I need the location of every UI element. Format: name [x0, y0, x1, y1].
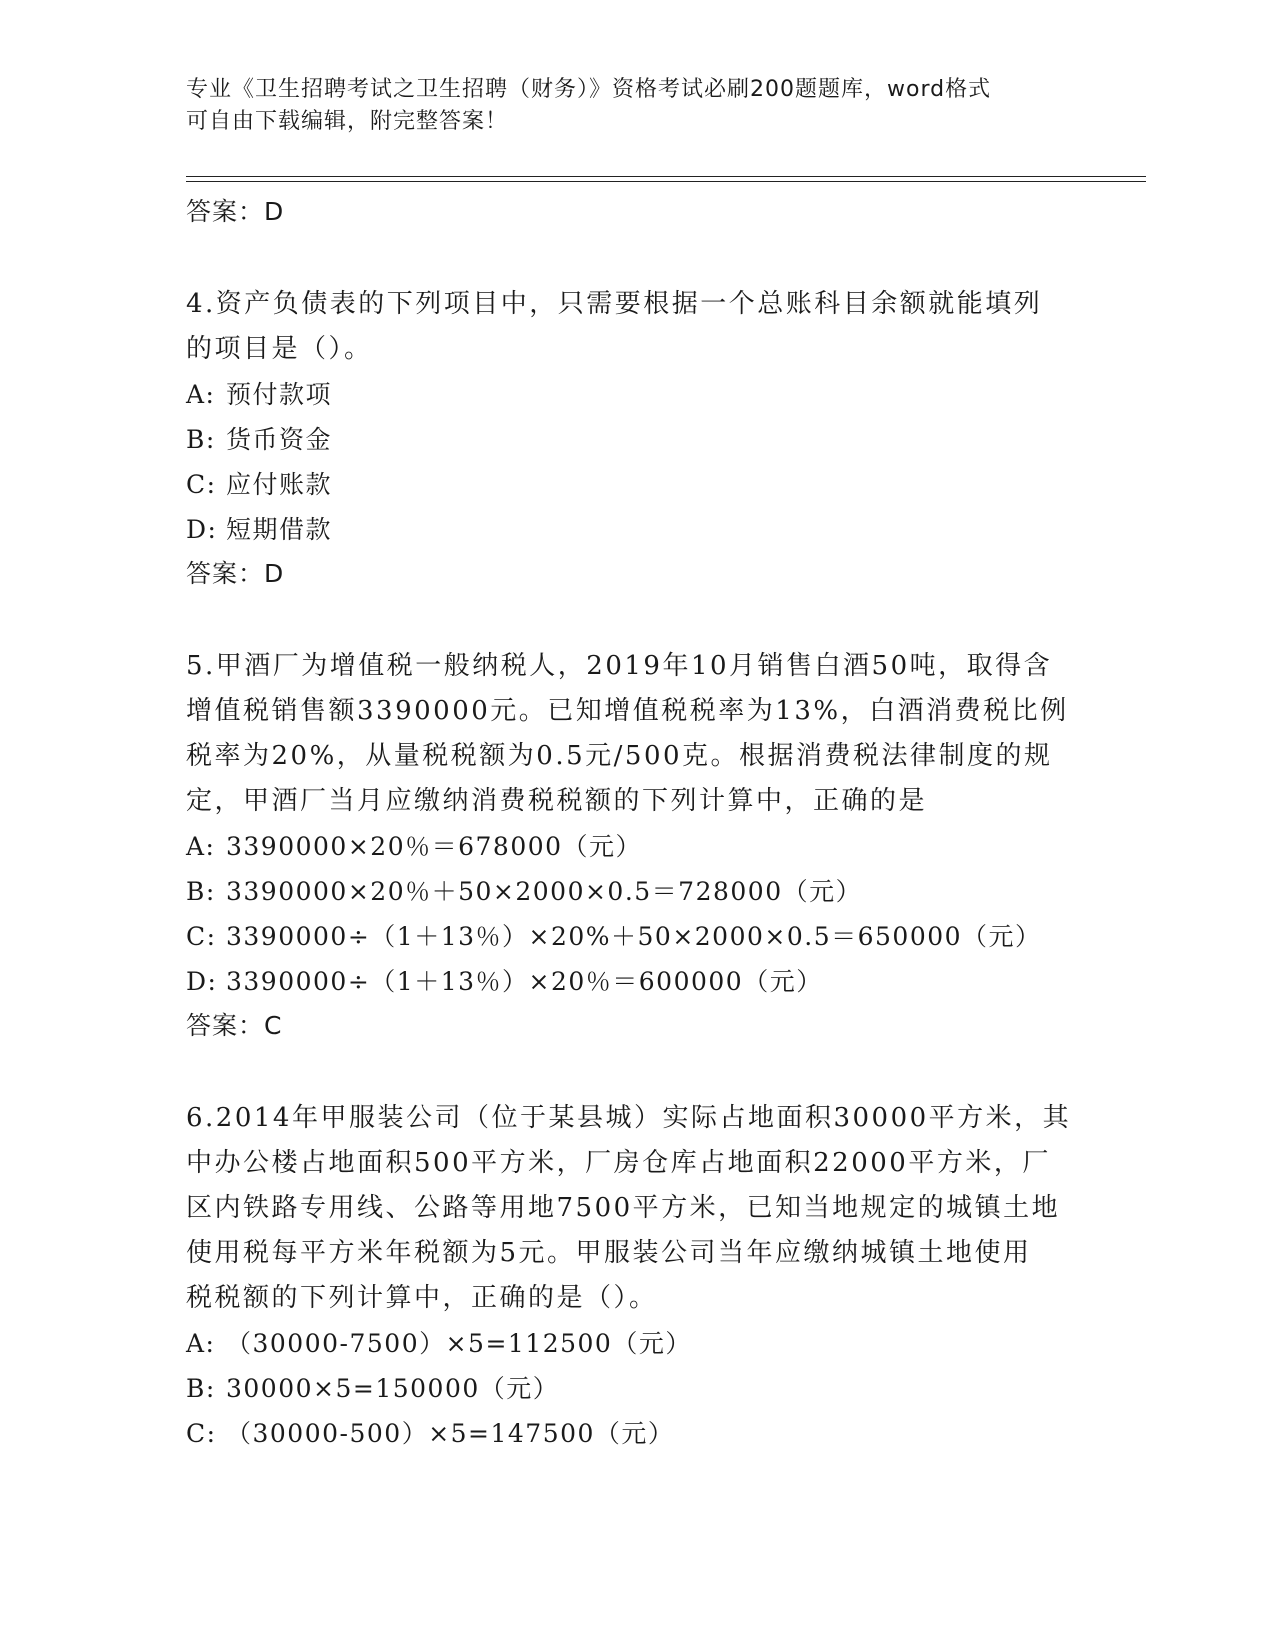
option-text: 货币资金: [226, 425, 333, 454]
previous-answer: 答案：D: [186, 197, 285, 226]
option-c: [186, 914, 1086, 959]
answer: 答案：C: [186, 1011, 283, 1040]
question-stem-line: 中办公楼占地面积500平方米，厂房仓库占地面积22000平方米，厂: [186, 1148, 1051, 1178]
question-stem-line: 6.2014年甲服装公司（位于某县城）实际占地面积30000平方米，其: [186, 1103, 1072, 1133]
option-text: 30000×5=150000（元）: [226, 1374, 560, 1403]
option-label: C:: [186, 470, 217, 499]
option-label: C:: [186, 922, 217, 951]
option-text: 3390000÷（1＋13％）×20％＝600000（元）: [226, 967, 823, 996]
option-c: [186, 1411, 1086, 1456]
question-stem-line: 定，甲酒厂当月应缴纳消费税税额的下列计算中，正确的是: [186, 786, 928, 816]
option-label: A:: [186, 1329, 216, 1358]
question-stem-line: 税率为20%，从量税税额为0.5元/500克。根据消费税法律制度的规: [186, 741, 1053, 771]
option-text: 3390000÷（1＋13％）×20%＋50×2000×0.5＝650000（元）: [226, 922, 1042, 951]
option-label: D:: [186, 515, 218, 544]
option-d: [186, 507, 1086, 552]
question-stem-line: 5.甲酒厂为增值税一般纳税人，2019年10月销售白酒50吨，取得含: [186, 651, 1053, 681]
option-d: [186, 959, 1086, 1004]
question-stem-line: 增值税销售额3390000元。已知增值税税率为13%，白酒消费税比例: [186, 696, 1069, 726]
option-text: 短期借款: [226, 515, 333, 544]
header-line-1: 专业《卫生招聘考试之卫生招聘（财务）》资格考试必刷200题题库，word格式: [186, 77, 992, 102]
option-label: D:: [186, 967, 218, 996]
spacer: [186, 1048, 1086, 1096]
option-a: [186, 1321, 1086, 1366]
option-text: 3390000×20％＝678000（元）: [226, 832, 643, 861]
option-text: （30000-7500）×5=112500（元）: [226, 1329, 692, 1358]
option-label: B:: [186, 1374, 216, 1403]
option-b: [186, 417, 1086, 462]
option-b: [186, 1366, 1086, 1411]
question-6: [186, 1096, 1086, 1456]
option-label: A:: [186, 380, 216, 409]
option-label: A:: [186, 832, 216, 861]
option-a: [186, 372, 1086, 417]
option-label: C:: [186, 1419, 217, 1448]
option-text: 3390000×20％＋50×2000×0.5＝728000（元）: [226, 877, 863, 906]
question-stem-line: 区内铁路专用线、公路等用地7500平方米，已知当地规定的城镇土地: [186, 1193, 1061, 1223]
header-rule-bottom: [186, 181, 1146, 182]
header-line-2: 可自由下载编辑，附完整答案！: [186, 109, 509, 134]
question-stem-line: 4.资产负债表的下列项目中，只需要根据一个总账科目余额就能填列: [186, 289, 1043, 319]
option-text: （30000-500）×5=147500（元）: [226, 1419, 675, 1448]
question-stem-line: 的项目是（）。: [186, 334, 373, 364]
option-text: 预付款项: [226, 380, 333, 409]
question-stem-line: 使用税每平方米年税额为5元。甲服装公司当年应缴纳城镇土地使用: [186, 1238, 1032, 1268]
question-content: [186, 190, 1086, 1456]
header-rule-top: [186, 176, 1146, 177]
option-b: [186, 869, 1086, 914]
answer: 答案：D: [186, 559, 285, 588]
spacer: [186, 234, 1086, 282]
option-c: [186, 462, 1086, 507]
option-text: 应付账款: [226, 470, 333, 499]
spacer: [186, 596, 1086, 644]
question-stem-line: 税税额的下列计算中，正确的是（）。: [186, 1283, 658, 1313]
question-5: [186, 644, 1086, 1048]
option-label: B:: [186, 425, 216, 454]
page-header: [186, 74, 1066, 138]
option-a: [186, 824, 1086, 869]
question-4: [186, 282, 1086, 596]
option-label: B:: [186, 877, 216, 906]
